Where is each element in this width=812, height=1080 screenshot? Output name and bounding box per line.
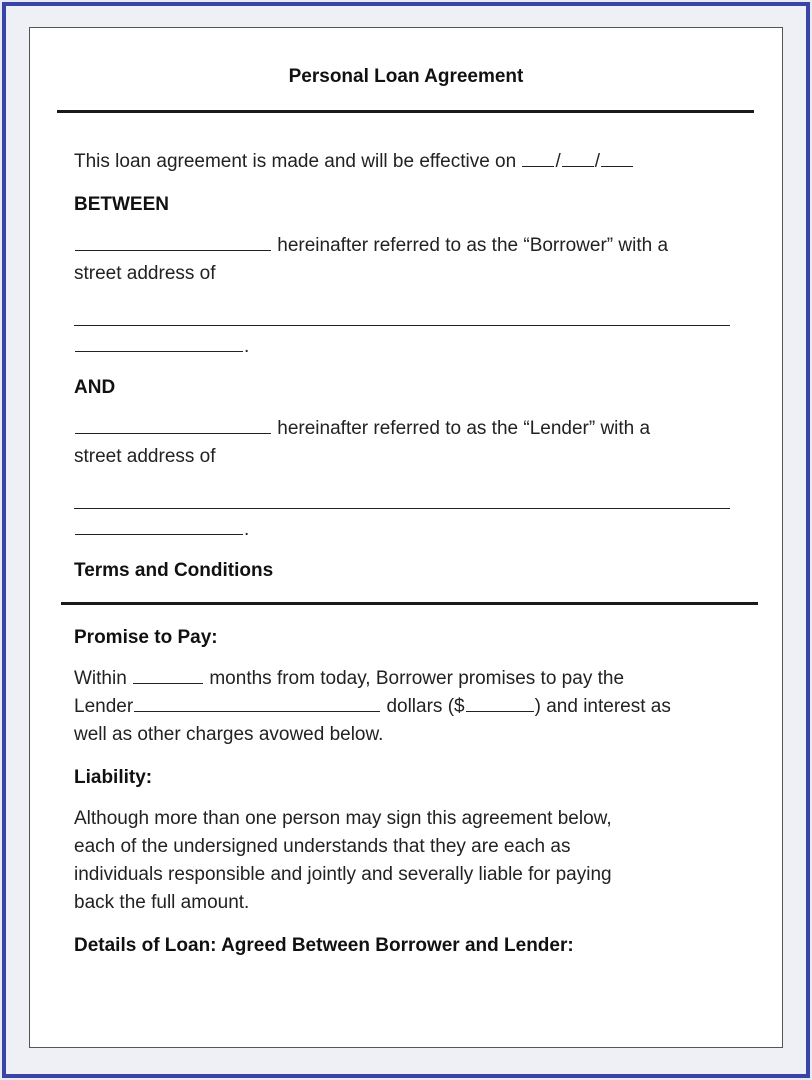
liability-line-3: individuals responsible and jointly and severally liable for paying: [74, 864, 612, 885]
terms-rule: [61, 602, 758, 605]
promise-lender: Lender: [74, 696, 134, 717]
promise-dollars: dollars ($: [386, 696, 465, 717]
promise-line-3: well as other charges avowed below.: [74, 724, 384, 745]
document-page: [29, 27, 783, 1048]
details-heading: Details of Loan: Agreed Between Borrower and Lender:: [74, 935, 574, 956]
date-year-blank[interactable]: [601, 148, 633, 167]
between-heading: BETWEEN: [74, 194, 169, 215]
document-title: Personal Loan Agreement: [288, 66, 524, 87]
amount-words-blank[interactable]: [134, 693, 380, 712]
liability-line-4: back the full amount.: [74, 892, 250, 913]
liability-heading: Liability:: [74, 767, 153, 788]
lender-name-blank[interactable]: [75, 415, 271, 434]
borrower-line: [74, 232, 668, 260]
liability-line-1: Although more than one person may sign this agreement below,: [74, 808, 612, 829]
borrower-address-label: street address of: [74, 263, 216, 284]
lender-address-blank[interactable]: [75, 516, 243, 535]
lender-address-label: street address of: [74, 446, 216, 467]
borrower-name-blank[interactable]: [75, 232, 271, 251]
date-sep-2: /: [594, 151, 601, 172]
borrower-address-line-2: [74, 333, 249, 361]
promise-line-2: [74, 693, 671, 721]
amount-number-blank[interactable]: [466, 693, 534, 712]
promise-line-1: [74, 665, 624, 693]
date-month-blank[interactable]: [522, 148, 554, 167]
borrower-address-blank[interactable]: [75, 333, 243, 352]
terms-heading: Terms and Conditions: [74, 560, 274, 581]
promise-heading: Promise to Pay:: [74, 627, 218, 648]
intro-paragraph: [74, 148, 634, 176]
title-rule: [57, 110, 754, 113]
date-sep-1: /: [555, 151, 561, 172]
liability-line-2: each of the undersigned understands that they are each as: [74, 836, 571, 857]
lender-address-period: .: [244, 519, 250, 540]
months-blank[interactable]: [133, 665, 203, 684]
lender-line: [74, 415, 650, 443]
and-heading: AND: [74, 377, 116, 398]
date-day-blank[interactable]: [562, 148, 594, 167]
promise-within: Within: [74, 668, 127, 689]
borrower-address-period: .: [244, 336, 250, 357]
promise-interest: ) and interest as: [534, 696, 671, 717]
lender-text: hereinafter referred to as the “Lender” with a: [277, 418, 651, 439]
promise-months-text: months from today, Borrower promises to pay the: [209, 668, 625, 689]
lender-address-line-1[interactable]: [74, 508, 730, 509]
intro-text: This loan agreement is made and will be effective on: [74, 151, 517, 172]
borrower-address-line-1[interactable]: [74, 325, 730, 326]
lender-address-line-2: [74, 516, 249, 544]
borrower-text: hereinafter referred to as the “Borrower” with a: [277, 235, 669, 256]
